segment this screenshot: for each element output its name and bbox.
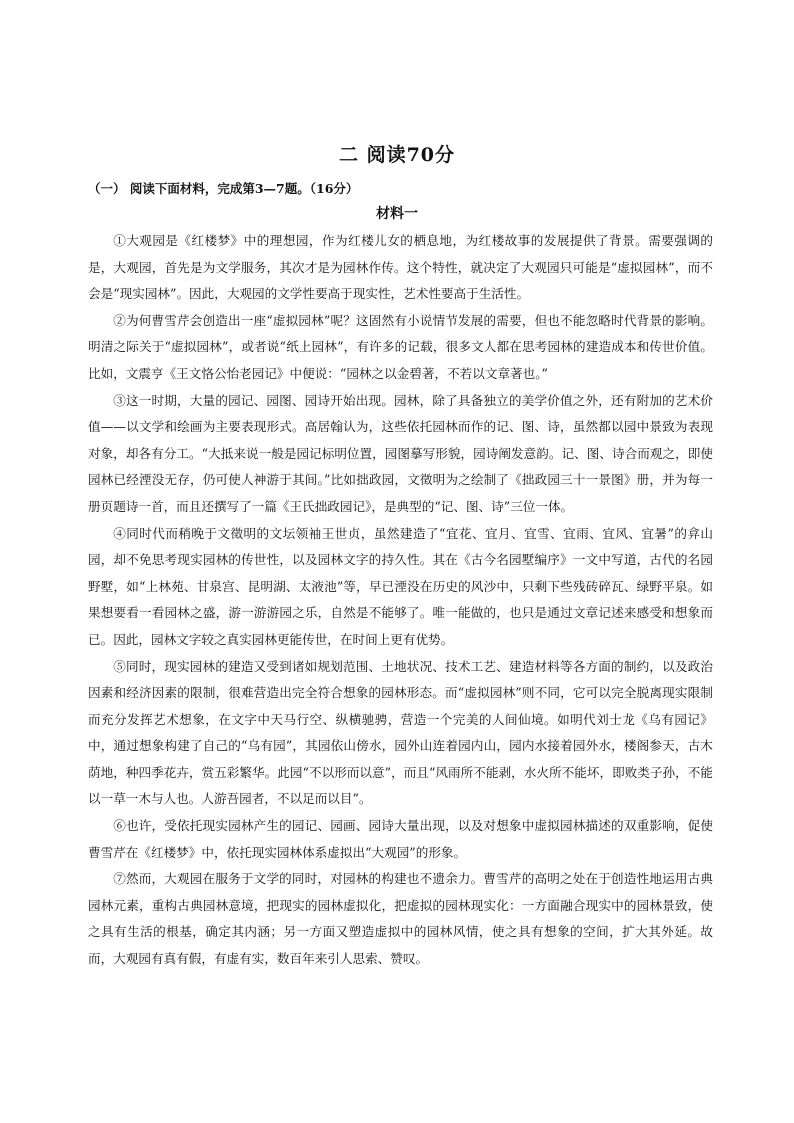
paragraph-7: ⑦然而，大观园在服务于文学的同时，对园林的构建也不遗余力。曹雪芹的高明之处在于创造性地运用古典园林元素，重构古典园林意境，把现实的园林虚拟化，把虚拟的园林现实化：一方面融合现实中的园林景致，使之具有生活的根基，确定其内涵；另一方面又塑造虚拟中的园林风情，使之具有想象的空间，扩大其外延。故而，大观园有真有假，有虚有实，数百年来引人思索、赞叹。 <box>88 871 713 967</box>
material-title: 材料一 <box>376 206 418 222</box>
paragraph-6: ⑥也许，受依托现实园林产生的园记、园画、园诗大量出现，以及对想象中虚拟园林描述的双重影响，促使曹雪芹在《红楼梦》中，依托现实园林体系虚拟出“大观园”的形象。 <box>88 818 713 860</box>
paragraph-2: ②为何曹雪芹会创造出一座“虚拟园林”呢？这固然有小说情节发展的需要，但也不能忽略时代背景的影响。明清之际关于“虚拟园林”，或者说“纸上园林”，有许多的记载，很多文人都在思考园林的建造成本和传世价值。比如，文震亨《王文恪公怡老园记》中便说：“园林之以金碧著，不若以文章著也。” <box>88 312 713 381</box>
question-instruction: （一） 阅读下面材料，完成第3—7题。（16分） <box>88 181 359 196</box>
paragraph-3: ③这一时期，大量的园记、园图、园诗开始出现。园林，除了具备独立的美学价值之外，还有附加的艺术价值——以文学和绘画为主要表现形式。高居翰认为，这些依托园林而作的记、图、诗，虽然都以园中景致为表现对象，却各有分工。“大抵来说一般是园记标明位置，园图摹写形貌，园诗阐发意韵。记、图、诗合而观之，即使园林已经湮没无存，仍可使人神游于其间。”比如拙政园，文徵明为之绘制了《拙政园三十一景图》册，并为每一册页题诗一首，而且还撰写了一篇《王氏拙政园记》，是典型的“记、图、诗”三位一体。 <box>88 392 713 514</box>
paragraph-1: ①大观园是《红楼梦》中的理想园，作为红楼儿女的栖息地，为红楼故事的发展提供了背景。需要强调的是，大观园，首先是为文学服务，其次才是为园林作传。这个特性，就决定了大观园只可能是“虚拟园林”，而不会是“现实园林”。因此，大观园的文学性要高于现实性，艺术性要高于生活性。 <box>88 233 713 302</box>
passage-body <box>88 228 713 973</box>
section-title: 二 阅读70分 <box>338 144 456 166</box>
paragraph-4: ④同时代而稍晚于文徵明的文坛领袖王世贞，虽然建造了“宜花、宜月、宜雪、宜雨、宜风、宜暑”的弇山园，却不免思考现实园林的传世性，以及园林文字的持久性。其在《古今名园墅编序》一文中写道，古代的名园野墅，如“上林苑、甘泉宫、昆明湖、太液池”等，早已湮没在历史的风沙中，只剩下些残砖碎瓦、绿野平泉。如果想要看一看园林之盛，游一游游园之乐，自然是不能够了。唯一能做的，也只是通过文章记述来感受和想象而已。因此，园林文字较之真实园林更能传世，在时间上更有优势。 <box>88 525 713 647</box>
paragraph-5: ⑤同时，现实园林的建造又受到诸如规划范围、土地状况、技术工艺、建造材料等各方面的制约，以及政治因素和经济因素的限制，很难营造出完全符合想象的园林形态。而“虚拟园林”则不同，它可以完全脱离现实限制而充分发挥艺术想象，在文字中天马行空、纵横驰骋，营造一个完美的人间仙境。如明代刘士龙《乌有园记》中，通过想象构建了自己的“乌有园”，其园依山傍水，园外山连着园内山，园内水接着园外水，楼阁参天，古木荫地，种四季花卉，赏五彩繁华。此园“不以形而以意”，而且“风雨所不能剥，水火所不能坏，即败类子孙，不能以一草一木与人也。人游吾园者，不以足而以目”。 <box>88 658 713 807</box>
